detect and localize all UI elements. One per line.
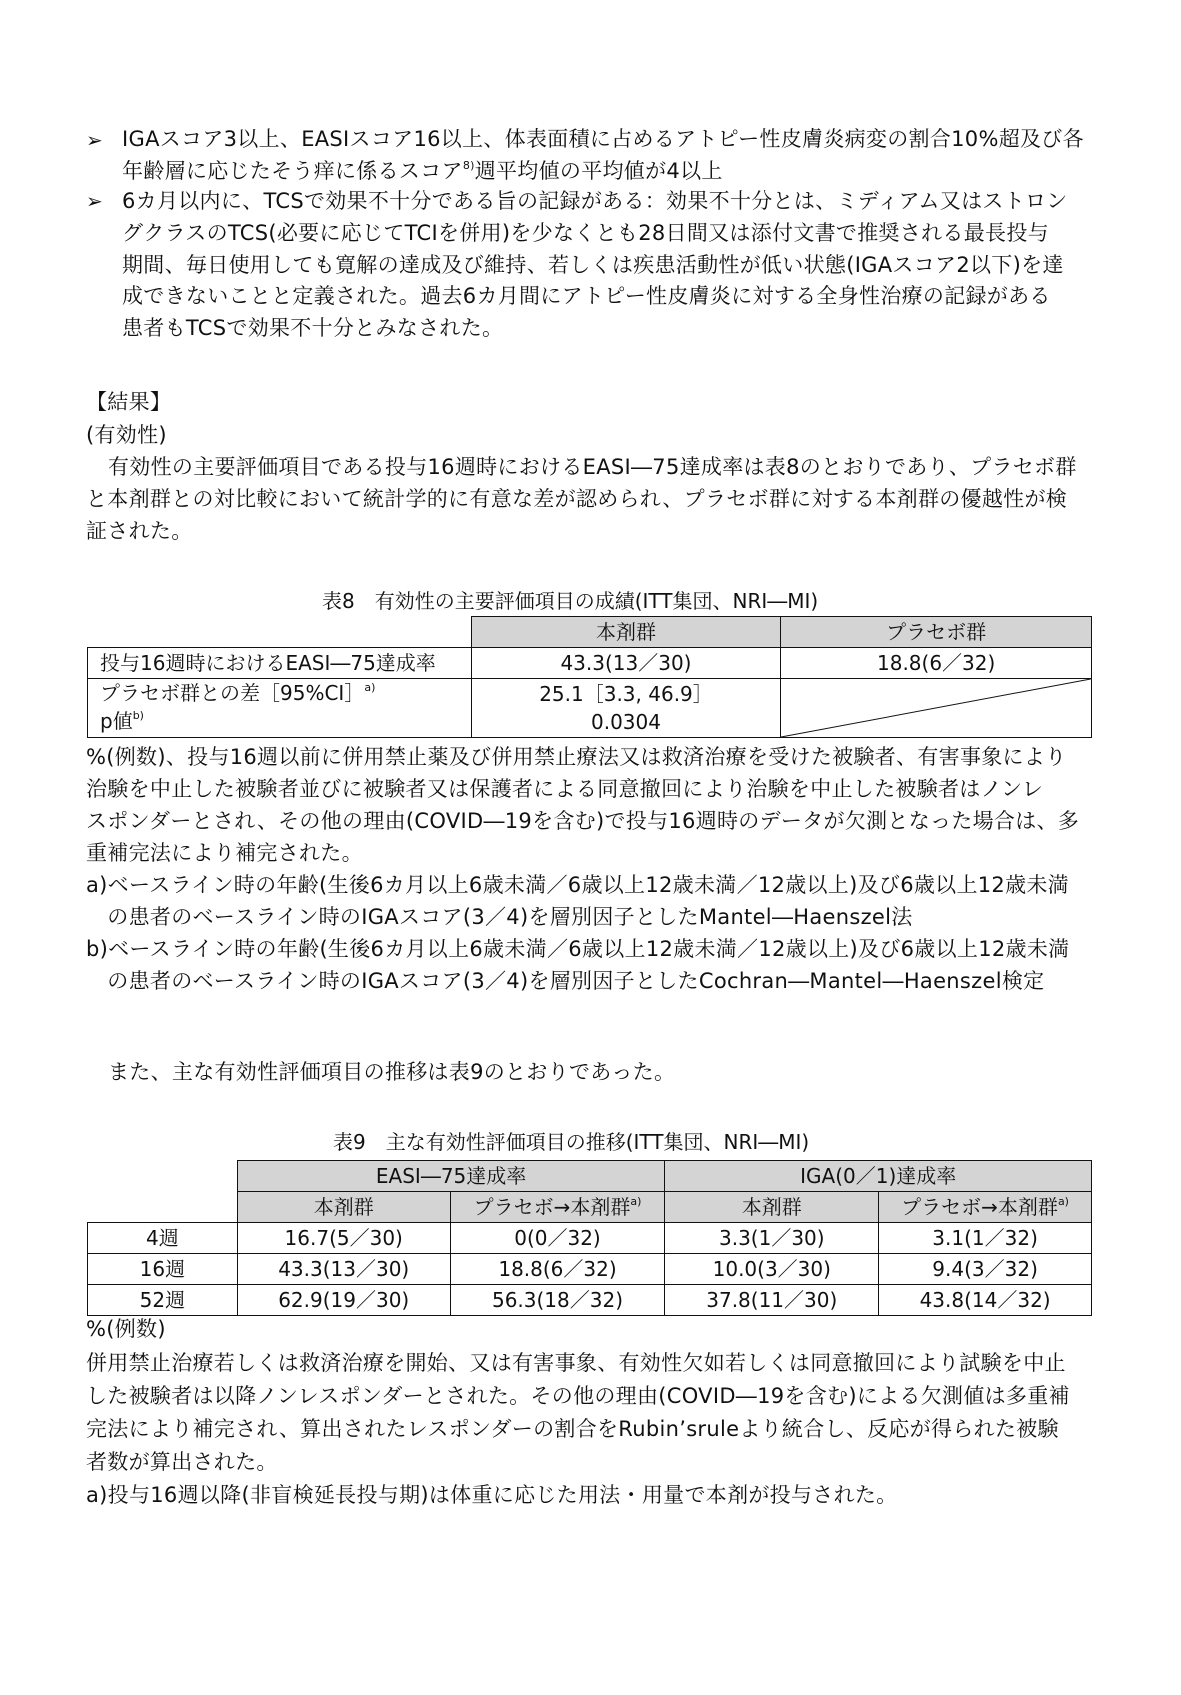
table9-cell: 43.8(14／32) xyxy=(879,1285,1092,1316)
table8-header-placebo: プラセボ群 xyxy=(781,617,1092,648)
table9-cell: 3.3(1／30) xyxy=(665,1223,879,1254)
table9-note-1: %(例数) xyxy=(86,1317,166,1341)
criteria-2-line-5: 患者もTCSで効果不十分とみなされた。 xyxy=(122,316,504,340)
table9-week: 16週 xyxy=(88,1254,238,1285)
table9-note-2: 併用禁止治療若しくは救済治療を開始、又は有害事象、有効性欠如若しくは同意撤回により試験を中止 xyxy=(86,1351,1066,1375)
table9-note-3: した被験者は以降ノンレスポンダーとされた。その他の理由(COVID―19を含む)による欠測値は多重補 xyxy=(86,1384,1070,1408)
table9-cell: 43.3(13／30) xyxy=(237,1254,450,1285)
table9-note-5: 者数が算出された。 xyxy=(86,1450,278,1474)
criteria-2-line-3: 期間、毎日使用しても寛解の達成及び維持、若しくは疾患活動性が低い状態(IGAスコア2以下)を達 xyxy=(122,253,1064,277)
table-row xyxy=(88,1223,1092,1254)
criteria-1-line-1: IGAスコア3以上、EASIスコア16以上、体表面積に占めるアトピー性皮膚炎病変の割合10%超及び各 xyxy=(122,127,1084,151)
table9-cell: 37.8(11／30) xyxy=(665,1285,879,1316)
table8-note-b1: b)ベースライン時の年齢(生後6カ月以上6歳未満／6歳以上12歳未満／12歳以上)及び6歳以上12歳未満 xyxy=(86,937,1070,961)
table9-sub-easi-placebo: プラセボ→本剤群$^{a)}$ xyxy=(450,1192,665,1223)
table9-note-a: a)投与16週以降(非盲検延長投与期)は体重に応じた用法・用量で本剤が投与された。 xyxy=(86,1483,898,1507)
table9-cell: 56.3(18／32) xyxy=(450,1285,665,1316)
bullet-arrow-icon: ➢ xyxy=(86,189,103,213)
table8-row1-label: 投与16週時におけるEASI―75達成率 xyxy=(88,648,472,679)
table9-group-easi: EASI―75達成率 xyxy=(237,1161,665,1192)
table8-note-a1: a)ベースライン時の年齢(生後6カ月以上6歳未満／6歳以上12歳未満／12歳以上)及び6歳以上12歳未満 xyxy=(86,873,1069,897)
table9-cell: 18.8(6／32) xyxy=(450,1254,665,1285)
table8-note-1: %(例数)、投与16週以前に併用禁止薬及び併用禁止療法又は救済治療を受けた被験者、有害事象により xyxy=(86,745,1067,769)
diagonal-line xyxy=(781,679,1091,737)
results-heading: 【結果】 xyxy=(86,390,172,414)
criteria-1-line-2: 年齢層に応じたそう痒に係るスコア$^{8)}$週平均値の平均値が4以上 xyxy=(122,159,723,183)
table9-sub-iga-placebo: プラセボ→本剤群$^{a)}$ xyxy=(879,1192,1092,1223)
criteria-2-line-1: 6カ月以内に、TCSで効果不十分である旨の記録がある：効果不十分とは、ミディアム又はストロン xyxy=(122,189,1068,213)
criteria-2-line-2: グクラスのTCS(必要に応じてTCIを併用)を少なくとも28日間又は添付文書で推奨される最長投与 xyxy=(122,221,1049,245)
table8-row2-drug: 25.1［3.3, 46.9］ 0.0304 xyxy=(471,679,781,738)
table9-cell: 10.0(3／30) xyxy=(665,1254,879,1285)
table9-intro: また、主な有効性評価項目の推移は表9のとおりであった。 xyxy=(108,1060,676,1084)
table9-cell: 0(0／32) xyxy=(450,1223,665,1254)
table9-group-iga: IGA(0／1)達成率 xyxy=(665,1161,1092,1192)
table9-caption: 表9 主な有効性評価項目の推移(ITT集団、NRI―MI) xyxy=(333,1130,810,1154)
efficacy-para-line-1: 有効性の主要評価項目である投与16週時におけるEASI―75達成率は表8のとおりであり、プラセボ群 xyxy=(108,455,1077,479)
table8-note-4: 重補完法により補完された。 xyxy=(86,841,363,865)
table8-note-b2: の患者のベースライン時のIGAスコア(3／4)を層別因子としたCochran―Mantel―Haenszel検定 xyxy=(86,969,1045,993)
table8-row1-drug: 43.3(13／30) xyxy=(471,648,781,679)
bullet-arrow-icon: ➢ xyxy=(86,128,103,152)
table9-cell: 9.4(3／32) xyxy=(879,1254,1092,1285)
table8-row1-placebo: 18.8(6／32) xyxy=(781,648,1092,679)
table8-caption: 表8 有効性の主要評価項目の成績(ITT集団、NRI―MI) xyxy=(322,589,819,613)
table9-sub-easi-drug: 本剤群 xyxy=(237,1192,450,1223)
table9-week: 4週 xyxy=(88,1223,238,1254)
table9-cell: 3.1(1／32) xyxy=(879,1223,1092,1254)
table8-row2-label: プラセボ群との差［95%CI］$^{a)}$ p値$^{b)}$ xyxy=(88,679,472,738)
table8-header-drug: 本剤群 xyxy=(471,617,781,648)
table9-cell: 62.9(19／30) xyxy=(237,1285,450,1316)
criteria-2-line-4: 成できないことと定義された。過去6カ月間にアトピー性皮膚炎に対する全身性治療の記録がある xyxy=(122,284,1051,308)
table8 xyxy=(87,616,1092,738)
efficacy-heading: (有効性) xyxy=(86,423,167,447)
table9-note-4: 完法により補完され、算出されたレスポンダーの割合をRubin’sruleより統合し、反応が得られた被験 xyxy=(86,1417,1059,1441)
table9-sub-iga-drug: 本剤群 xyxy=(665,1192,879,1223)
table-row xyxy=(88,1254,1092,1285)
table9-cell: 16.7(5／30) xyxy=(237,1223,450,1254)
efficacy-para-line-3: 証された。 xyxy=(86,519,193,543)
table-row xyxy=(88,1285,1092,1316)
table9 xyxy=(87,1160,1092,1316)
table8-note-a2: の患者のベースライン時のIGAスコア(3／4)を層別因子としたMantel―Haenszel法 xyxy=(86,905,913,929)
table8-note-3: スポンダーとされ、その他の理由(COVID―19を含む)で投与16週時のデータが欠測となった場合は、多 xyxy=(86,809,1080,833)
table9-week: 52週 xyxy=(88,1285,238,1316)
efficacy-para-line-2: と本剤群との対比較において統計学的に有意な差が認められ、プラセボ群に対する本剤群の優越性が検 xyxy=(86,487,1068,511)
table8-empty-cell xyxy=(781,679,1092,738)
table8-note-2: 治験を中止した被験者並びに被験者又は保護者による同意撤回により治験を中止した被験者はノンレ xyxy=(86,777,1044,801)
